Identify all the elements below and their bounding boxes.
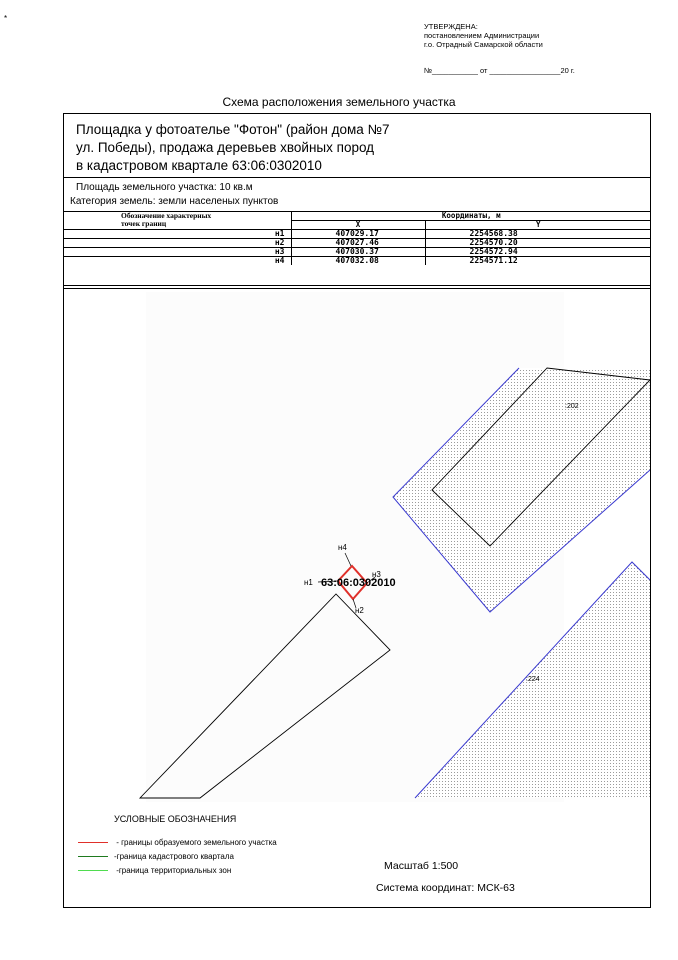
- approval-line-3: г.о. Отрадный Самарской области: [424, 40, 543, 49]
- site-title-line-2: ул. Победы), продажа деревьев хвойных пород: [76, 140, 375, 155]
- legend-label-zones: -граница территориальных зон: [114, 866, 232, 875]
- corner-mark: *: [4, 14, 8, 23]
- legend-label-quarter: -граница кадастрового квартала: [114, 852, 234, 861]
- x-cell: 407030.37: [291, 248, 425, 257]
- point-cell: н1: [63, 230, 291, 239]
- legend-swatch-red: [78, 842, 108, 843]
- legend-item-quarter: [78, 852, 234, 861]
- legend-title: УСЛОВНЫЕ ОБОЗНАЧЕНИЯ: [114, 814, 237, 824]
- point-cell: н2: [63, 239, 291, 248]
- points-header-line-2: точек границ: [121, 219, 167, 228]
- points-header-line-1: Обозначение характерных: [121, 211, 212, 220]
- legend-item-zones: [78, 866, 231, 875]
- land-area: Площадь земельного участка: 10 кв.м: [76, 182, 253, 193]
- land-category: Категория земель: земли населеных пунктов: [70, 196, 279, 207]
- point-label-n2: н2: [355, 606, 364, 615]
- approval-line-2: постановлением Администрации: [424, 31, 540, 40]
- document-title: Схема расположения земельного участка: [222, 95, 456, 109]
- x-header: X: [291, 221, 425, 230]
- legend-item-parcel: [78, 838, 277, 847]
- y-cell: 2254570.20: [425, 239, 651, 248]
- map-scale: Масштаб 1:500: [384, 860, 459, 872]
- approval-line-1: УТВЕРЖДЕНА:: [424, 22, 478, 31]
- y-cell: 2254568.38: [425, 230, 651, 239]
- point-cell: н3: [63, 248, 291, 257]
- site-title-line-1: Площадка у фотоателье "Фотон" (район дома №7: [76, 122, 390, 137]
- legend-label-parcel: - границы образуемого земельного участка: [114, 838, 277, 847]
- point-label-n3: н3: [372, 570, 381, 579]
- point-cell: н4: [63, 257, 291, 266]
- y-cell: 2254572.94: [425, 248, 651, 257]
- coords-header: Координаты, м: [291, 212, 651, 221]
- legend-swatch-lightgreen: [78, 870, 108, 871]
- x-cell: 407029.17: [291, 230, 425, 239]
- x-cell: 407032.08: [291, 257, 425, 266]
- y-header: Y: [425, 221, 651, 230]
- point-label-n1: н1: [304, 578, 313, 587]
- x-cell: 407027.46: [291, 239, 425, 248]
- approval-number-line: №___________ от _________________20 г.: [424, 66, 575, 75]
- point-label-n4: н4: [338, 543, 347, 552]
- legend-swatch-darkgreen: [78, 856, 108, 857]
- y-cell: 2254571.12: [425, 257, 651, 266]
- parcel-224-label: :224: [526, 676, 540, 683]
- site-title-line-3: в кадастровом квартале 63:06:0302010: [76, 158, 322, 173]
- quarter-label: 63:06:0302010: [321, 577, 396, 589]
- coordinate-system: Система координат: МСК-63: [376, 882, 515, 894]
- parcel-202-label: :202: [565, 403, 579, 410]
